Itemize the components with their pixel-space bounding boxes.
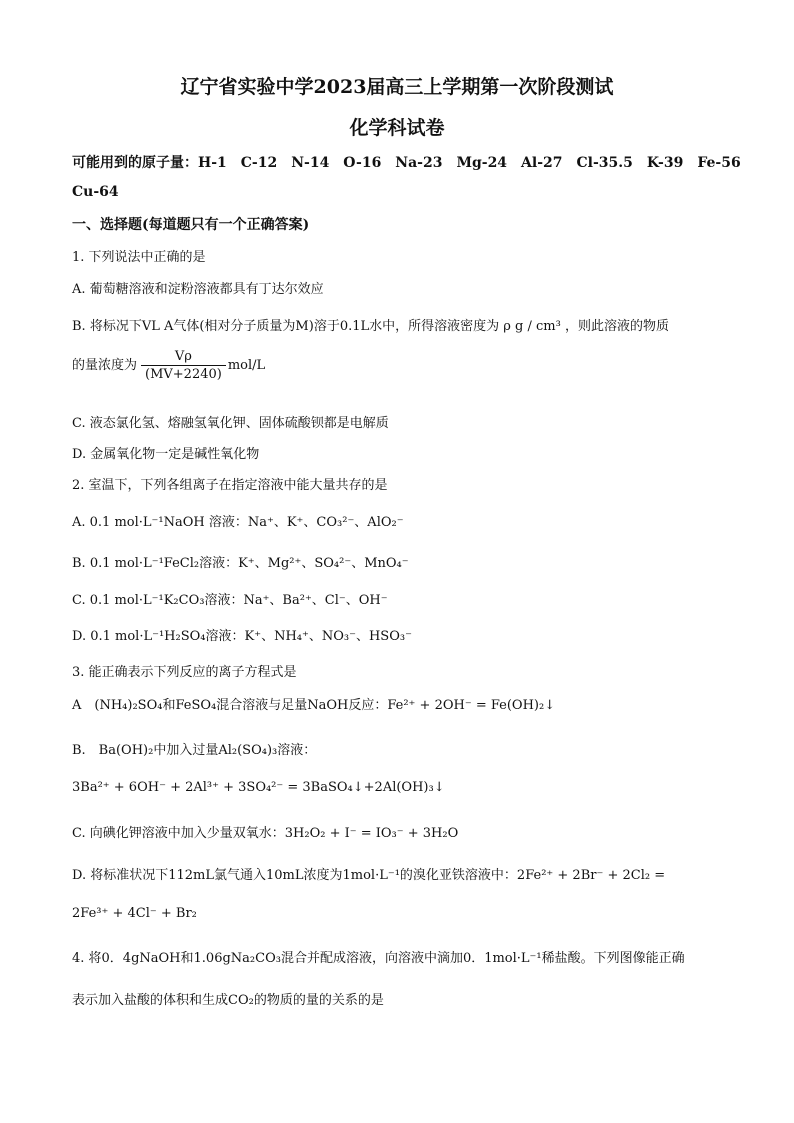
q3-option-d-line-1: D. 将标准状况下112mL氯气通入10mL浓度为1mol·L⁻¹的溴化亚铁溶液中：2Fe²⁺ + 2Br⁻ + 2Cl₂ = <box>72 868 666 883</box>
q3-option-d-line-2: 2Fe³⁺ + 4Cl⁻ + Br₂ <box>72 906 197 921</box>
q1-option-b-unit: mol/L <box>227 358 266 373</box>
q1-option-b-line-1: B. 将标况下VL A气体(相对分子质量为M)溶于0.1L水中，所得溶液密度为 ρ g / cm³ ，则此溶液的物质 <box>72 319 669 334</box>
q3-option-a: A (NH₄)₂SO₄和FeSO₄混合溶液与足量NaOH反应：Fe²⁺ + 2OH⁻ = Fe(OH)₂↓ <box>72 698 556 713</box>
q1-stem: 1. 下列说法中正确的是 <box>72 250 206 265</box>
q1-option-d: D. 金属氧化物一定是碱性氧化物 <box>72 447 260 462</box>
q4-stem-line-1: 4. 将0．4gNaOH和1.06gNa₂CO₃混合并配成溶液，向溶液中滴加0．1mol·L⁻¹稀盐酸。下列图像能正确 <box>72 951 685 966</box>
page-subtitle: 化学科试卷 <box>349 117 445 139</box>
q3-option-b-line-1: B. Ba(OH)₂中加入过量Al₂(SO₄)₃溶液： <box>72 743 317 758</box>
q2-option-b: B. 0.1 mol·L⁻¹FeCl₂溶液：K⁺、Mg²⁺、SO₄²⁻、MnO₄⁻ <box>72 556 409 571</box>
q3-option-b-line-2: 3Ba²⁺ + 6OH⁻ + 2Al³⁺ + 3SO₄²⁻ = 3BaSO₄↓+2Al(OH)₃↓ <box>72 780 445 795</box>
q1-option-b-denominator: (MV+2240) <box>141 365 226 382</box>
q1-option-b-numerator: Vρ <box>174 349 192 364</box>
q3-option-c: C. 向碘化钾溶液中加入少量双氧水：3H₂O₂ + I⁻ = IO₃⁻ + 3H₂O <box>72 826 459 841</box>
q2-option-d: D. 0.1 mol·L⁻¹H₂SO₄溶液：K⁺、NH₄⁺、NO₃⁻、HSO₃⁻ <box>72 629 412 644</box>
q4-stem-line-2: 表示加入盐酸的体积和生成CO₂的物质的量的关系的是 <box>72 993 384 1008</box>
q1-option-a: A. 葡萄糖溶液和淀粉溶液都具有丁达尔效应 <box>72 282 324 297</box>
q1-option-b-prefix: 的量浓度为 <box>72 358 138 373</box>
q1-option-c: C. 液态氯化氢、熔融氢氧化钾、固体硫酸钡都是电解质 <box>72 416 389 431</box>
q2-option-a: A. 0.1 mol·L⁻¹NaOH 溶液：Na⁺、K⁺、CO₃²⁻、AlO₂⁻ <box>72 515 404 530</box>
section-title: 一、选择题(每道题只有一个正确答案) <box>72 217 310 233</box>
atomic-masses-line-1: 可能用到的原子量：H-1 C-12 N-14 O-16 Na-23 Mg-24 Al-27 Cl-35.5 K-39 Fe-56 <box>72 155 741 171</box>
atomic-masses-line-2: Cu-64 <box>72 184 119 200</box>
q2-option-c: C. 0.1 mol·L⁻¹K₂CO₃溶液：Na⁺、Ba²⁺、Cl⁻、OH⁻ <box>72 593 388 608</box>
page-title: 辽宁省实验中学2023届高三上学期第一次阶段测试 <box>180 76 614 98</box>
q2-stem: 2. 室温下，下列各组离子在指定溶液中能大量共存的是 <box>72 478 388 493</box>
q1-option-b-line-2 <box>72 349 265 382</box>
q1-option-b-fraction <box>141 349 226 382</box>
q3-stem: 3. 能正确表示下列反应的离子方程式是 <box>72 665 297 680</box>
